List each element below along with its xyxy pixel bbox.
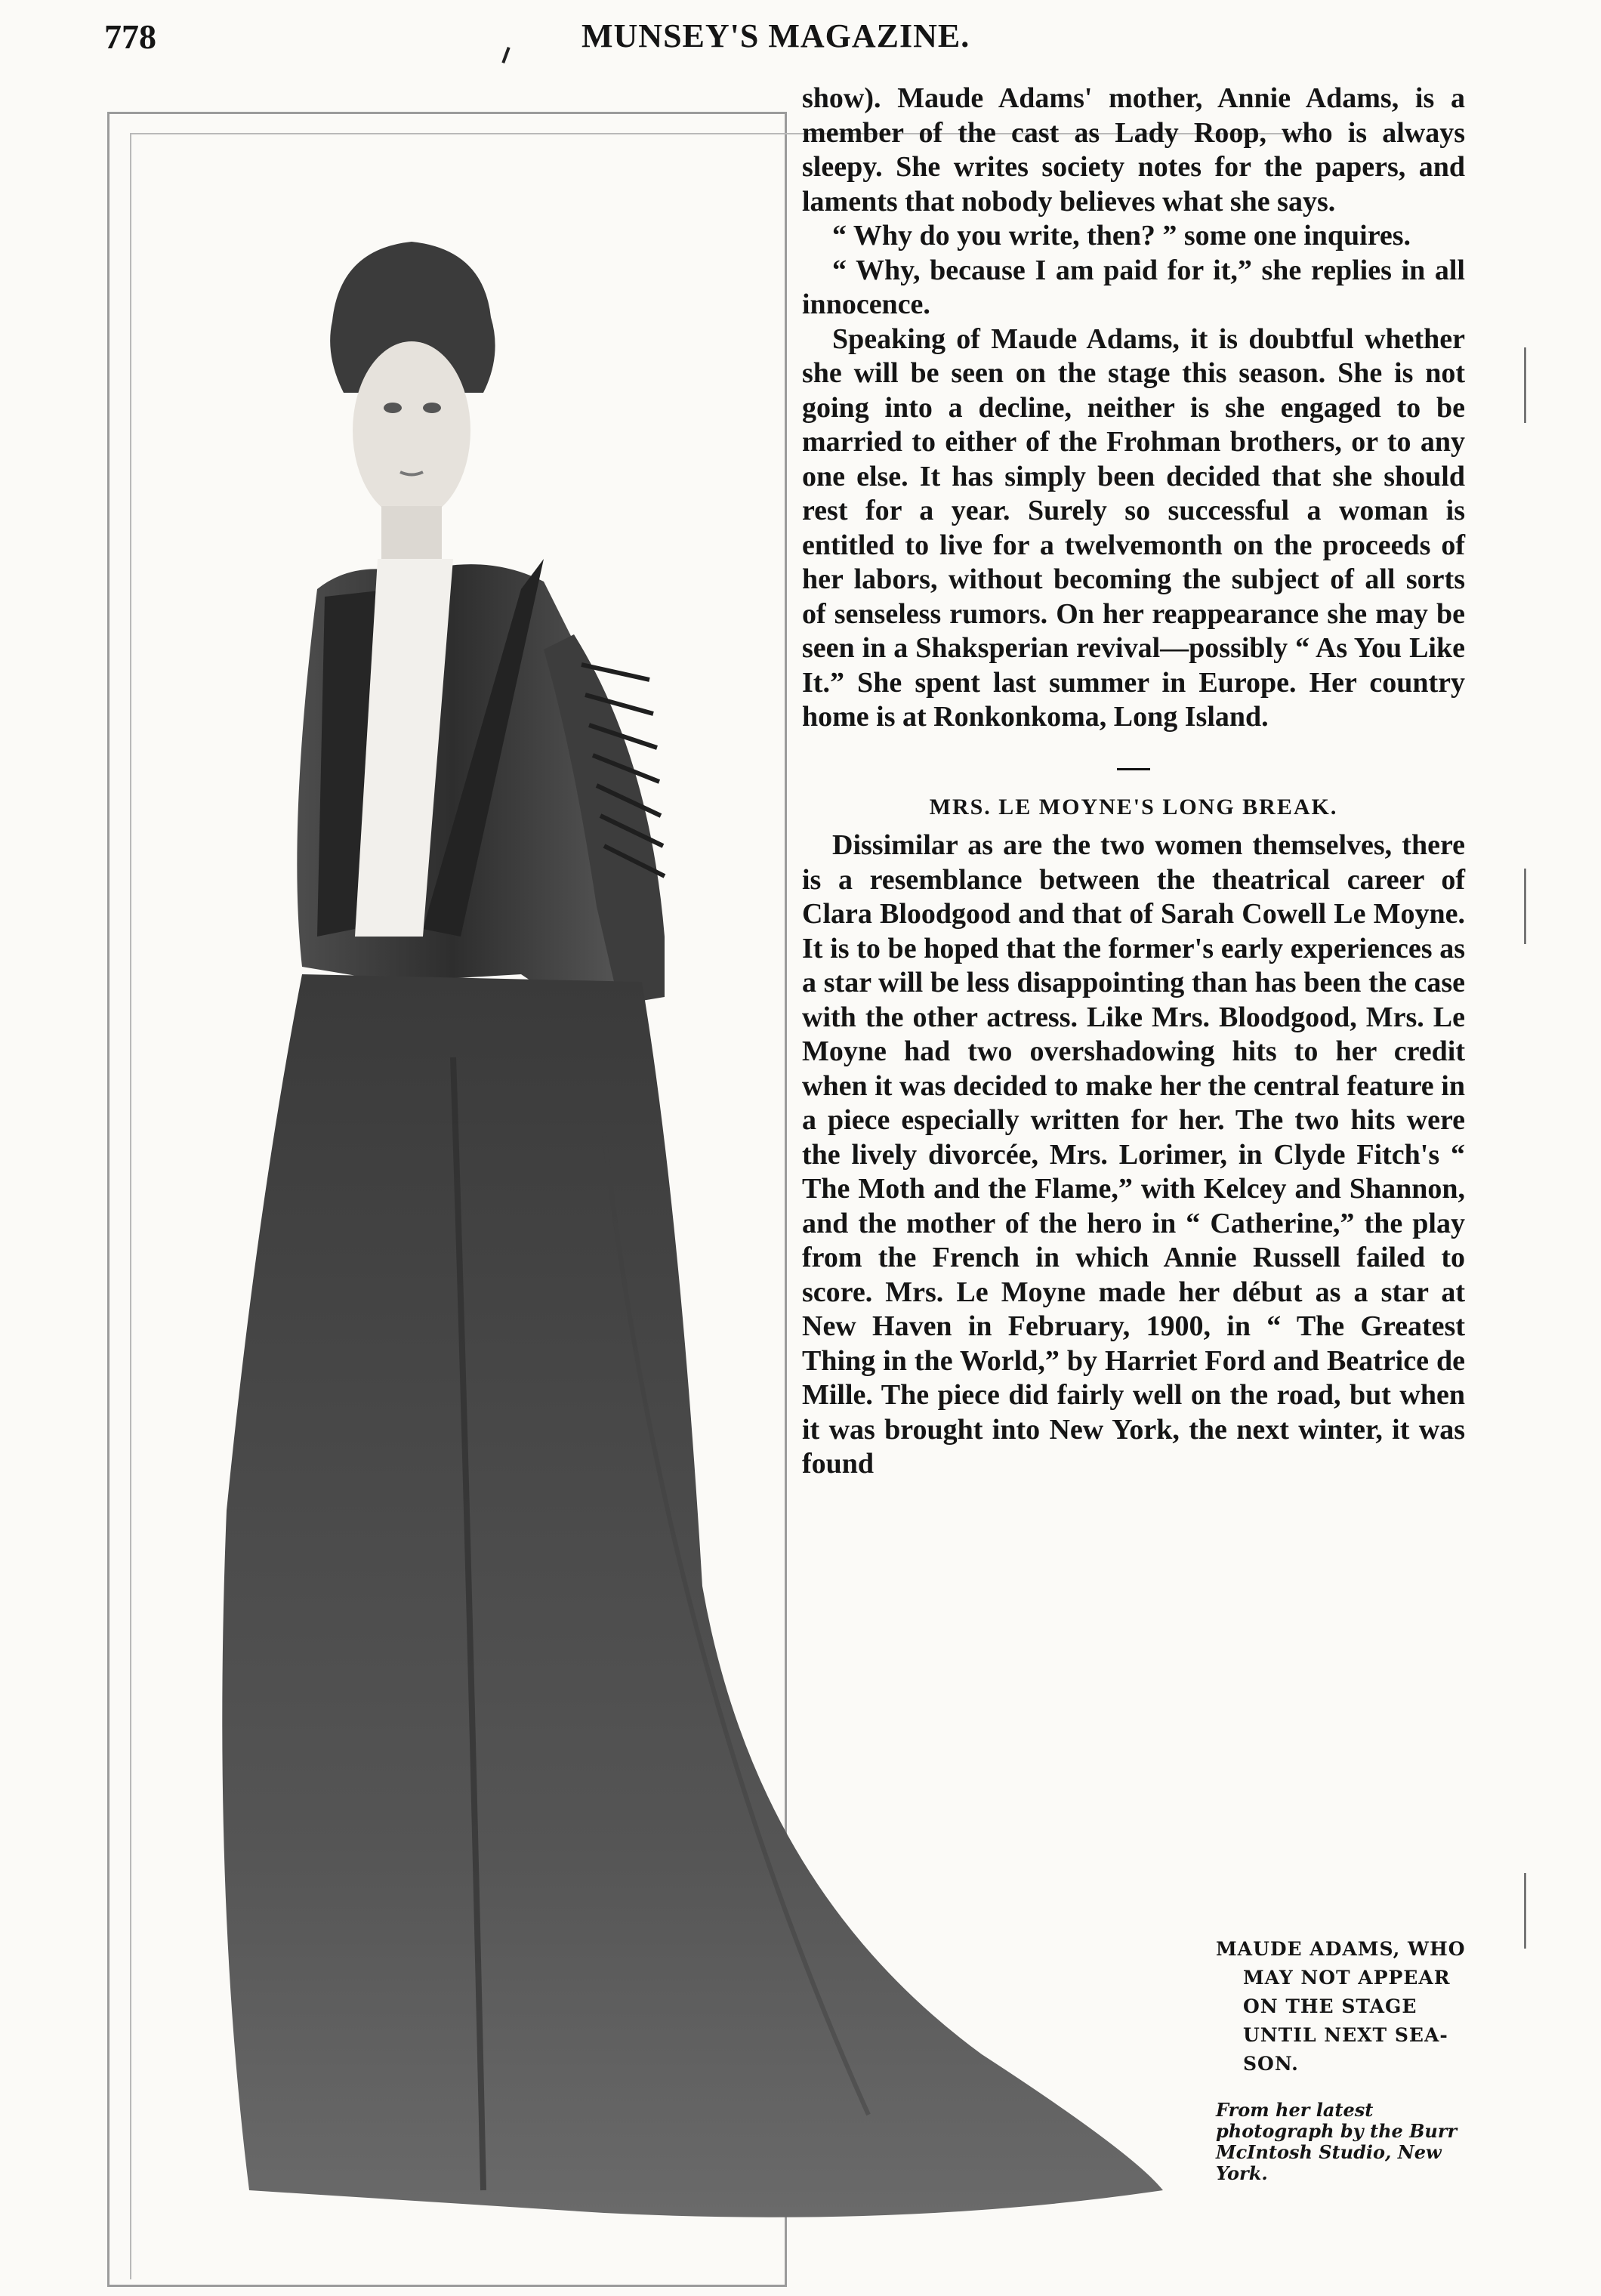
caption-line: UNTIL NEXT SEA- (1243, 2024, 1448, 2046)
scan-edge-line (1524, 1873, 1526, 1949)
article-body (802, 82, 1465, 1482)
section-heading: MRS. LE MOYNE'S LONG BREAK. (929, 794, 1338, 819)
photo-credit: From her latest photograph by the Burr McIntosh Studio, New York. (1216, 2099, 1458, 2184)
caption-line: SON. (1243, 2053, 1299, 2075)
running-title: MUNSEY'S MAGAZINE. (581, 17, 970, 54)
scan-edge-line (1524, 869, 1526, 944)
section-paragraph: Dissimilar as are the two women themselves, there is a resemblance between the theatrical career of Clara Bloodgood and that of Sarah Cowell Le Moyne. It is to be hoped that the former's early experiences as a star will be less disappointing than has been the case with the other actress. Like Mrs. Bloodgood, Mrs. Le Moyne had two overshadowing hits to her credit when it was decided to make her the central feature in a piece especially written for her. The two hits were the lively divorcée, Mrs. Lorimer, in Clyde Fitch's “ The Moth and the Flame,” with Kelcey and Shannon, and the mother of the hero in “ Catherine,” the play from the French in which Annie Russell failed to score. Mrs. Le Moyne made her début as a star at New Haven in February, 1900, in “ The Greatest Thing in the World,” by Harriet Ford and Beatrice de Mille. The piece did fairly well on the road, but when it was brought into New York, the next winter, it was found (802, 829, 1465, 1480)
article-paragraph: “ Why do you write, then? ” some one inquires. (832, 220, 1411, 252)
caption-line: MAY NOT APPEAR (1243, 1967, 1451, 1989)
article-paragraph: show). Maude Adams' mother, Annie Adams, is a member of the cast as Lady Roop, who is always sleepy. She writes society notes for the papers, and laments that nobody believes what she says. (802, 82, 1465, 218)
page-number: 778 (104, 17, 156, 56)
face-shape (353, 341, 470, 520)
article-paragraph: “ Why, because I am paid for it,” she replies in all innocence. (802, 254, 1465, 320)
scan-edge-line (1524, 347, 1526, 423)
article-paragraph: Speaking of Maude Adams, it is doubtful whether she will be seen on the stage this season. She is not going into a decline, neither is she engaged to be married to either of the Frohman brothers, or to any one else. It has simply been decided that she should rest for a year. Surely so successful a woman is entitled to live for a twelvemonth on the proceeds of her labors, without becoming the subject of all sorts of senseless rumors. On her reappearance she may be seen in a Shaksperian revival—possibly “ As You Like It.” She spent last summer in Europe. Her country home is at Ronkonkoma, Long Island. (802, 322, 1465, 733)
section-divider (1117, 768, 1150, 770)
caption-line: ON THE STAGE (1243, 1995, 1417, 2017)
photo-caption (1216, 1935, 1471, 2184)
caption-line: MAUDE ADAMS, WHO (1216, 1938, 1466, 1960)
